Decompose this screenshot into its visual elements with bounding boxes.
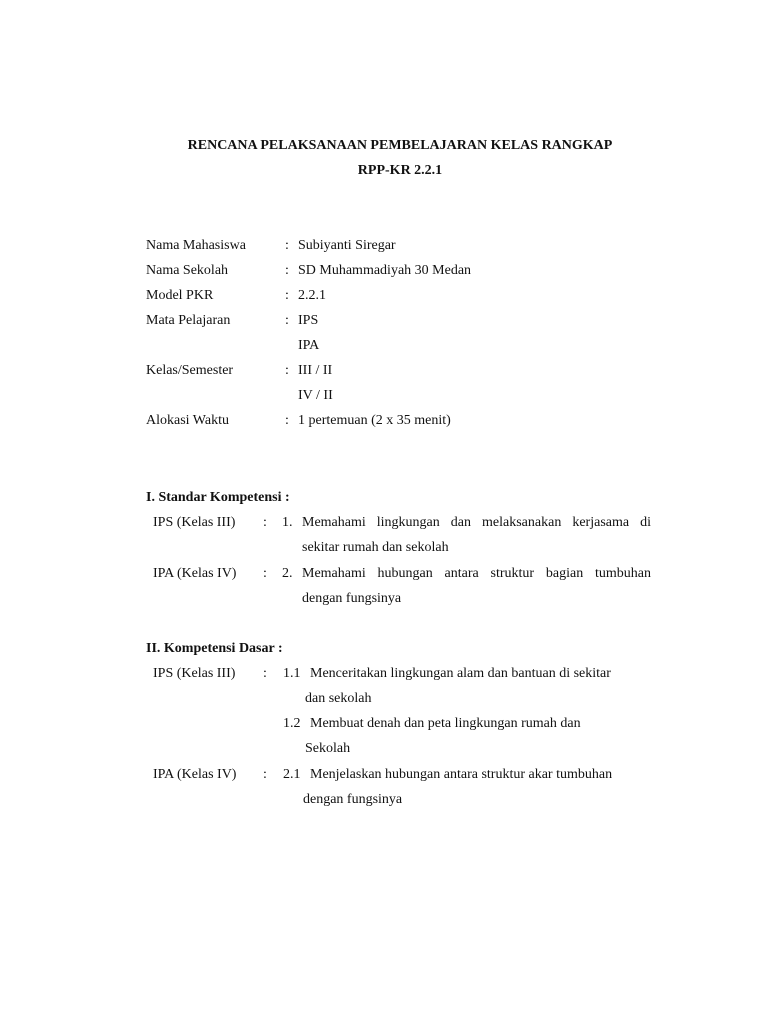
kd-text-line1: Membuat denah dan peta lingkungan rumah dan (310, 716, 581, 731)
identity-label-alokasi-waktu: Alokasi Waktu (146, 413, 229, 428)
sk-text-line1 (302, 515, 651, 531)
word: hubungan (377, 566, 433, 581)
kd-number: 2.1 (283, 767, 301, 782)
word: Memahami (302, 515, 366, 530)
identity-value-alokasi-waktu: 1 pertemuan (2 x 35 menit) (298, 413, 451, 428)
word: bagian (545, 566, 584, 581)
identity-value-kelas-semester-2: IV / II (298, 388, 333, 403)
kd-number: 1.1 (283, 666, 301, 681)
kd-text-line2: dan sekolah (305, 691, 372, 706)
word: kerjasama (572, 515, 630, 530)
kd-text-line1: Menjelaskan hubungan antara struktur akar tumbuhan (310, 767, 613, 782)
identity-label-nama-sekolah: Nama Sekolah (146, 263, 229, 278)
identity-colon: : (285, 288, 289, 303)
sk-colon: : (263, 515, 267, 530)
identity-colon: : (285, 263, 289, 278)
word: dan (450, 515, 472, 530)
identity-label-mata-pelajaran: Mata Pelajaran (146, 313, 231, 328)
identity-label-nama-mahasiswa: Nama Mahasiswa (146, 238, 246, 253)
sk-number: 1. (282, 515, 293, 530)
identity-colon: : (285, 363, 289, 378)
word: di (640, 515, 651, 530)
identity-value-mata-pelajaran-1: IPS (298, 313, 319, 328)
identity-colon: : (285, 313, 289, 328)
word: lingkungan (376, 515, 440, 530)
kd-text-line1: Menceritakan lingkungan alam dan bantuan di sekitar (310, 666, 611, 681)
kd-colon: : (263, 666, 267, 681)
identity-colon: : (285, 413, 289, 428)
identity-label-model-pkr: Model PKR (146, 288, 214, 303)
identity-value-nama-sekolah: SD Muhammadiyah 30 Medan (298, 263, 472, 278)
identity-value-mata-pelajaran-2: IPA (298, 338, 320, 353)
kd-subject-ipa: IPA (Kelas IV) (153, 767, 237, 782)
sk-colon: : (263, 566, 267, 581)
sk-text-line1 (302, 566, 651, 582)
kd-subject-ips: IPS (Kelas III) (153, 666, 236, 681)
document-title: RENCANA PELAKSANAAN PEMBELAJARAN KELAS RANGKAP (187, 138, 613, 153)
kd-colon: : (263, 767, 267, 782)
word: melaksanakan (482, 515, 562, 530)
kd-number: 1.2 (283, 716, 301, 731)
word: antara (444, 566, 479, 581)
word: tumbuhan (594, 566, 651, 581)
identity-colon: : (285, 238, 289, 253)
sk-number: 2. (282, 566, 293, 581)
sk-subject-ipa: IPA (Kelas IV) (153, 566, 237, 581)
word: struktur (490, 566, 535, 581)
sk-text-line2: sekitar rumah dan sekolah (302, 540, 449, 555)
kd-text-line2: dengan fungsinya (303, 792, 403, 807)
kd-text-line2: Sekolah (305, 741, 351, 756)
kompetensi-dasar-heading: II. Kompetensi Dasar : (146, 641, 283, 656)
sk-text-line2: dengan fungsinya (302, 591, 402, 606)
identity-value-kelas-semester-1: III / II (298, 363, 333, 378)
sk-subject-ips: IPS (Kelas III) (153, 515, 236, 530)
document-code: RPP-KR 2.2.1 (357, 163, 443, 178)
identity-value-model-pkr: 2.2.1 (298, 288, 326, 303)
standar-kompetensi-heading: I. Standar Kompetensi : (146, 490, 290, 505)
identity-value-nama-mahasiswa: Subiyanti Siregar (298, 238, 396, 253)
word: Memahami (302, 566, 366, 581)
identity-label-kelas-semester: Kelas/Semester (146, 363, 234, 378)
